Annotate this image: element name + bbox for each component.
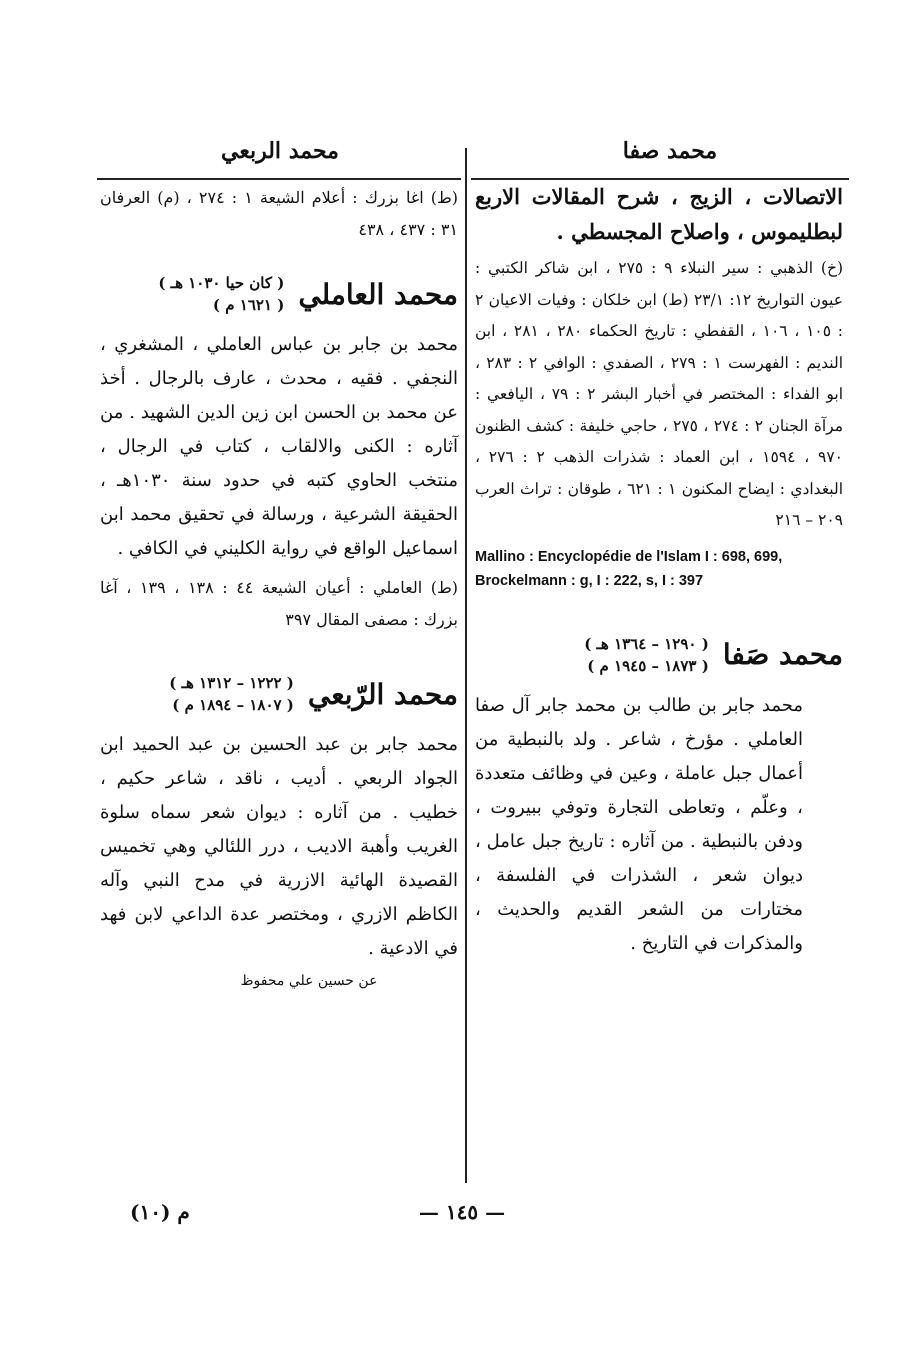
gregorian-dates: ( ١٨٧٣ – ١٩٤٥ م ) [587,656,709,675]
entry-name: محمد صَفا [722,638,843,671]
entry-heading-amili [100,272,458,316]
left-column [100,178,458,996]
left-column-header: محمد الربعي [221,138,339,164]
entry-dates [584,633,709,677]
entry-contributor: عن حسين علي محفوظ [240,973,378,989]
right-column [475,178,843,961]
signature-mark: م (١٠) [130,1200,190,1224]
hijri-dates: ( كان حيا ١٠٣٠ هـ ) [158,274,285,292]
previous-entry-works: الاتصالات ، الزيج ، شرح المقالات الاربع لبطليموس ، واصلاح المجسطي . [475,184,843,244]
entry-body: محمد بن جابر بن عباس العاملي ، المشغري ، النجفي . فقيه ، محدث ، عارف بالرجال . أخذ عن محمد بن الحسن ابن زين الدين الشهيد . من آثاره : الكنى والالقاب ، كتاب في الرجال ، منتخب الحاوي كتبه في حدود سنة ١٠٣٠هـ ، الحقيقة الشرعية ، ورسالة في تحقيق محمد ابن اسماعيل الواقع في رواية الكليني في الكافي . [100,334,458,559]
entry-body: محمد جابر بن طالب بن محمد جابر آل صفا العاملي . مؤرخ ، شاعر . ولد بالنبطية من أعمال جبل عاملة ، وعين في وظائف متعددة ، وعلّم ، وتعاطى التجارة وتوفي ببيروت ، ودفن بالنبطية . من آثاره : تاريخ جبل عامل ، ديوان شعر ، الشذرات في الفلسفة ، مختارات من الشعر القديم والحديث ، والمذكرات في التاريخ . [475,694,803,954]
entry-name: محمد الرّبعي [307,677,458,711]
latin-reference: Mallino : Encyclopédie de l'Islam I : 698, 699, Brockelmann : g, I : 222, s, I : 397 [475,548,783,589]
entry-dates [158,272,284,316]
right-column-header: محمد صفا [622,138,718,164]
entry-heading-rubai [100,672,458,716]
entry-dates [169,672,294,716]
entry-sources: (ط) العاملي : أعيان الشيعة ٤٤ : ١٣٨ ، ١٣٩ ، آغا بزرك : مصفى المقال ٣٩٧ [100,578,458,629]
entry-body: محمد جابر بن عبد الحسين بن عبد الحميد ابن الجواد الربعي . أديب ، ناقد ، شاعر حكيم ، خطيب . من آثاره : ديوان شعر سماه سلوة الغريب وأهبة الاديب ، درر اللئالي وهي تخميس القصيدة الهائية الازرية في مدح النبي وآله الكاظم الازري ، ومختصر عدة الداعي لابن فهد في الادعية . [100,734,458,959]
gregorian-dates: ( ١٦٢١ م ) [212,296,285,314]
entry-heading-safa [475,633,843,677]
entry-name: محمد العاملي [298,277,458,311]
previous-entry-sources: (خ) الذهبي : سير النبلاء ٩ : ٢٧٥ ، ابن شاكر الكتبي : عيون التواريخ ١٢: ٢٣/١ (ط) ابن خلكان : وفيات الاعيان ٢ : ١٠٥ ، ١٠٦ ، القفطي : تاريخ الحكماء ٢٨٠ ، ٢٨١ ، ابن النديم : الفهرست ١ : ٢٧٩ ، الصفدي : الوافي ٢ : ٢٨٣ ، ابو الفداء : المختصر في أخبار البشر ٢ : ٧٩ ، اليافعي : مرآة الجنان ٢ : ٢٧٤ ، ٢٧٥ ، حاجي خليفة : كشف الظنون ٩٧٠ ، ١٥٩٤ ، ابن العماد : شذرات الذهب ٢ : ٢٧٦ ، البغدادي : ايضاح المكنون ١ : ٦٢١ ، طوقان : تراث العرب ٢٠٩ – ٢١٦ [475,259,844,529]
previous-entry-sources: (ط) اغا بزرك : أعلام الشيعة ١ : ٢٧٤ ، (م) العرفان ٣١ : ٤٣٧ ، ٤٣٨ [100,188,459,239]
column-divider [465,148,467,1183]
page-number: — ١٤٥ — [418,1200,506,1224]
hijri-dates: ( ١٢٢٢ – ١٣١٢ هـ ) [169,674,294,692]
gregorian-dates: ( ١٨٠٧ – ١٨٩٤ م ) [172,696,294,714]
hijri-dates: ( ١٢٩٠ – ١٣٦٤ هـ ) [584,634,709,653]
